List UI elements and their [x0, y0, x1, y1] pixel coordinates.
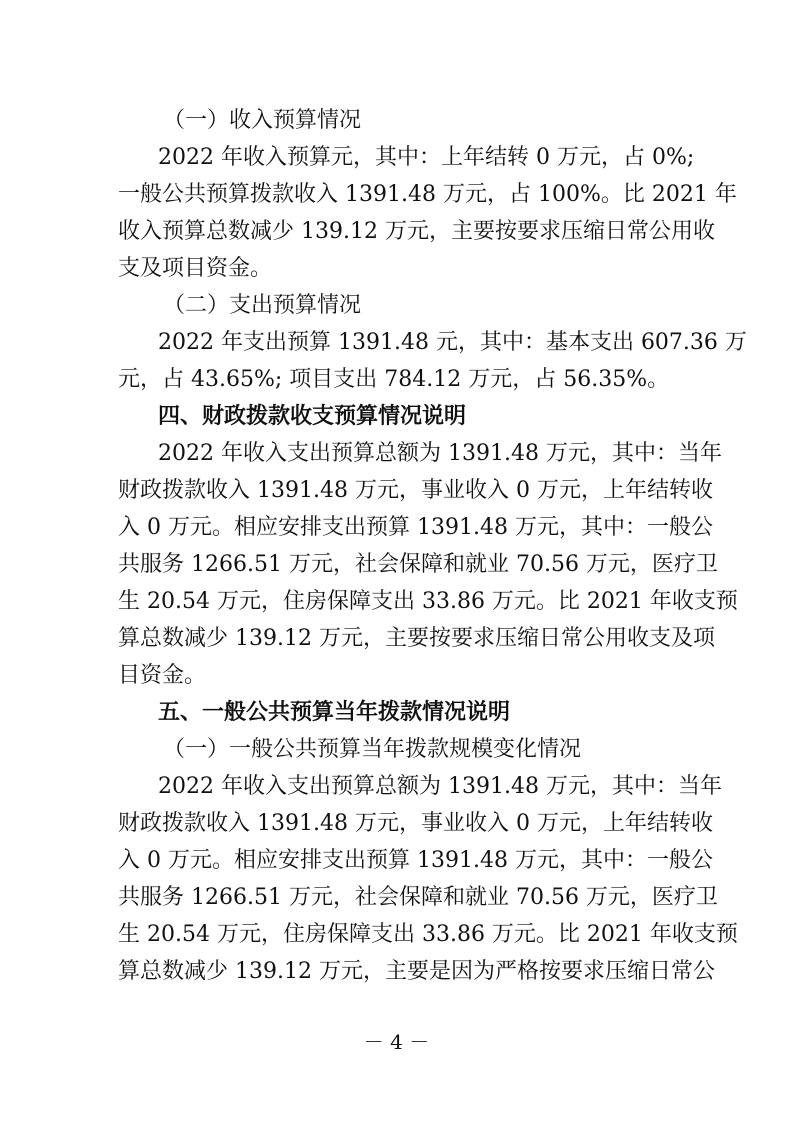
paragraph-line: 收入预算总数减少 139.12 万元，主要按要求压缩日常公用收	[118, 219, 715, 244]
paragraph-line: 财政拨款收入 1391.48 万元，事业收入 0 万元，上年结转收	[118, 478, 713, 503]
paragraph-line: 入 0 万元。相应安排支出预算 1391.48 万元，其中：一般公	[118, 848, 713, 873]
paragraph-line: 2022 年支出预算 1391.48 元，其中：基本支出 607.36 万	[158, 330, 747, 355]
paragraph-line: 财政拨款收入 1391.48 万元，事业收入 0 万元，上年结转收	[118, 811, 713, 836]
subheading-scale-change: （一）一般公共预算当年拨款规模变化情况	[163, 737, 582, 762]
paragraph-line: 一般公共预算拨款收入 1391.48 万元，占 100%。比 2021 年	[118, 182, 737, 207]
page-number: － 4 －	[363, 1030, 430, 1054]
paragraph-line: 生 20.54 万元，住房保障支出 33.86 万元。比 2021 年收支预	[118, 922, 738, 947]
paragraph-line: 2022 年收入支出预算总额为 1391.48 万元，其中：当年	[158, 774, 722, 799]
heading-expense-budget: （二）支出预算情况	[163, 293, 362, 318]
paragraph-line: 共服务 1266.51 万元，社会保障和就业 70.56 万元，医疗卫	[118, 552, 718, 577]
section-heading-4: 四、财政拨款收支预算情况说明	[158, 404, 467, 429]
paragraph-line: 算总数减少 139.12 万元，主要按要求压缩日常公用收支及项	[118, 626, 715, 651]
section-heading-5: 五、一般公共预算当年拨款情况说明	[158, 700, 511, 725]
paragraph-line: 元，占 43.65%; 项目支出 784.12 万元，占 56.35%。	[118, 367, 670, 392]
paragraph-line: 目资金。	[118, 663, 207, 688]
paragraph-line: 算总数减少 139.12 万元，主要是因为严格按要求压缩日常公	[118, 959, 715, 984]
paragraph-line: 支及项目资金。	[118, 256, 273, 281]
paragraph-line: 入 0 万元。相应安排支出预算 1391.48 万元，其中：一般公	[118, 515, 713, 540]
heading-income-budget: （一）收入预算情况	[163, 108, 362, 133]
paragraph-line: 生 20.54 万元，住房保障支出 33.86 万元。比 2021 年收支预	[118, 589, 738, 614]
paragraph-line: 共服务 1266.51 万元，社会保障和就业 70.56 万元，医疗卫	[118, 885, 718, 910]
paragraph-line: 2022 年收入支出预算总额为 1391.48 万元，其中：当年	[158, 441, 722, 466]
paragraph-line: 2022 年收入预算元，其中：上年结转 0 万元，占 0%;	[158, 145, 695, 170]
